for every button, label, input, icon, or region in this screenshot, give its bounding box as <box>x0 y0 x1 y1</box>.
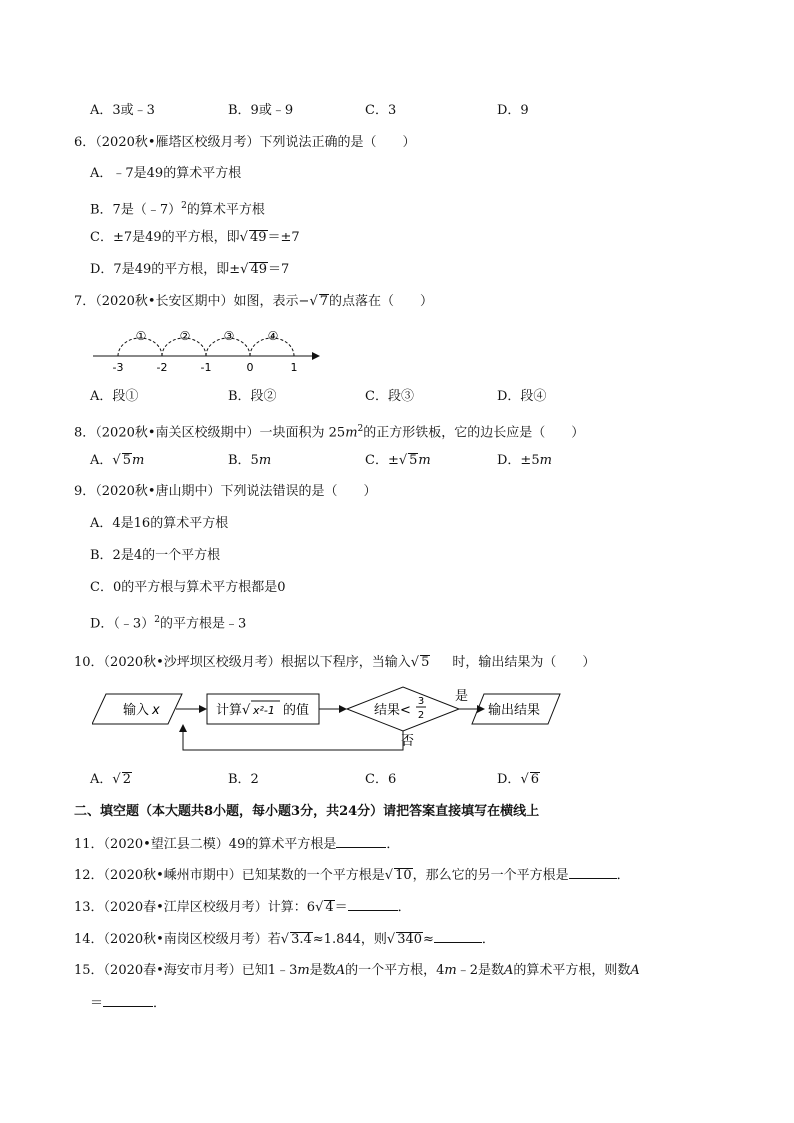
sqrt-sign-icon: √ <box>398 453 408 468</box>
q7-radicand: 7 <box>319 294 329 309</box>
q8-option-a <box>90 452 144 470</box>
tick-label-0: 0 <box>246 361 254 374</box>
sqrt-sign-icon: √ <box>384 868 394 883</box>
q10-d-radicand: 6 <box>530 772 540 787</box>
sqrt-sign-icon: √ <box>410 655 420 670</box>
q8-stem <box>74 420 584 442</box>
q8-option-c <box>365 452 431 470</box>
flow-yes-label: 是 <box>455 689 469 704</box>
sqrt-sign-icon: √ <box>520 772 529 787</box>
q7-option-c: C．段③ <box>365 389 414 404</box>
q7-stem-text-end: 的点落在（ ） <box>329 294 434 309</box>
q12-text-end: ． <box>616 868 630 883</box>
tick-label-neg1: -1 <box>200 361 212 374</box>
q5-option-b: B．9或﹣9 <box>228 103 294 118</box>
q8-d-label: D．±5 <box>497 453 540 468</box>
q8-exponent: 2 <box>357 424 364 434</box>
q6-option-a: A．﹣7是49的算术平方根 <box>90 166 242 181</box>
q10-a-label: A． <box>90 772 113 787</box>
q15-var-a: A <box>503 963 514 978</box>
q9-d-text-end: 的平方根是﹣3 <box>159 616 247 632</box>
q15-line-2 <box>90 994 166 1013</box>
q15-text: 15．（2020春•海安市月考）已知1﹣3 <box>74 963 298 978</box>
q6-stem: 6．（2020秋•雁塔区校级月考）下列说法正确的是（ ） <box>74 135 416 150</box>
q6-d-radicand: 49 <box>250 262 267 277</box>
q7-minus: − <box>298 294 310 309</box>
q7-stem <box>74 293 433 311</box>
q8-c-unit: m <box>418 453 431 468</box>
q8-option-d <box>497 452 552 470</box>
q6-b-text-end: 的算术平方根 <box>186 202 265 218</box>
sqrt-sign-icon: √ <box>309 294 318 309</box>
q13-text-end: ． <box>397 900 411 915</box>
q8-c-radicand: 5 <box>409 453 418 468</box>
q7-number-line <box>88 322 328 374</box>
q13 <box>74 898 411 917</box>
q8-stem-text: 8．（2020秋•南关区校级期中）一块面积为 25 <box>74 425 346 441</box>
q7-stem-text: 7．（2020秋•长安区期中）如图，表示 <box>74 294 299 309</box>
q10-radicand: 5 <box>421 655 430 670</box>
q15-answer-blank[interactable] <box>103 994 153 1007</box>
q8-option-b <box>228 452 271 470</box>
q8-b-label: B．5 <box>228 453 259 468</box>
flow-no-label: 否 <box>401 734 415 749</box>
q6-b-text: B．7是（﹣7） <box>90 202 182 218</box>
q11-answer-blank[interactable] <box>336 835 386 848</box>
flow-output-label: 输出结果 <box>488 703 541 718</box>
q12 <box>74 866 630 885</box>
q14 <box>74 930 495 949</box>
q6-option-d <box>90 261 289 279</box>
q9-option-a: A．4是16的算术平方根 <box>90 516 229 531</box>
q15-equals: ＝ <box>90 996 104 1011</box>
q11 <box>74 835 399 854</box>
q10-a-radicand: 2 <box>122 772 131 787</box>
q14-text-mid-2: ≈ <box>423 932 434 947</box>
q15-var-m: m <box>297 963 310 978</box>
q15-var-a: A <box>335 963 346 978</box>
q15-text-4: ﹣2是数 <box>456 963 504 978</box>
q11-text: 11．（2020•望江县二模）49的算术平方根是 <box>74 837 337 852</box>
q10-option-b: B．2 <box>228 772 259 787</box>
q9-option-b: B．2是4的一个平方根 <box>90 548 221 563</box>
flow-cond-denominator: 2 <box>417 710 425 721</box>
q6-b-exponent: 2 <box>181 201 187 211</box>
arrow-right-icon <box>312 352 320 360</box>
flow-calc-label-end: 的值 <box>283 703 310 718</box>
q8-stem-text-end: 的正方形铁板，它的边长应是（ ） <box>363 425 585 441</box>
q15-text-5: 的算术平方根，则数 <box>513 963 631 978</box>
tick-label-neg3: -3 <box>112 361 124 374</box>
q10-stem <box>74 654 595 672</box>
q7-option-b: B．段② <box>228 389 277 404</box>
q11-text-end: ． <box>386 837 400 852</box>
q15-line-1 <box>74 962 640 980</box>
q9-d-text: D．（﹣3） <box>90 616 155 632</box>
q14-text: 14．（2020秋•南岗区校级月考）若 <box>74 932 281 947</box>
q15-var-a: A <box>630 963 640 978</box>
q8-a-radicand: 5 <box>122 453 131 468</box>
q7-option-d: D．段④ <box>497 389 547 404</box>
q14-radicand-2: 340 <box>397 932 423 947</box>
q8-a-label: A． <box>90 453 113 468</box>
q8-var-m: m <box>345 425 358 441</box>
section-2-heading: 二、填空题（本大题共8小题，每小题3分，共24分）请把答案直接填写在横线上 <box>74 804 540 819</box>
sqrt-sign-icon: √ <box>315 900 324 915</box>
q10-option-a <box>90 771 132 789</box>
q13-answer-blank[interactable] <box>348 898 398 911</box>
q12-radicand: 10 <box>395 868 412 883</box>
flow-input-var: x <box>152 703 160 718</box>
tick-label-1: 1 <box>290 361 298 374</box>
q5-option-c: C．3 <box>365 103 397 118</box>
sqrt-sign-icon: √ <box>240 262 249 277</box>
sqrt-sign-icon: √ <box>239 230 248 245</box>
flow-input-label: 输入 <box>123 703 150 718</box>
segment-label-1: ① <box>135 329 147 343</box>
q13-text-mid: ＝ <box>334 900 348 915</box>
tick-label-neg2: -2 <box>156 361 168 374</box>
q14-text-mid-1: ≈1.844，则 <box>312 932 387 947</box>
segment-label-4: ④ <box>267 329 279 343</box>
q8-b-unit: m <box>258 453 272 468</box>
q15-text-2: 是数 <box>309 963 336 978</box>
q7-option-a: A．段① <box>90 389 139 404</box>
q9-stem: 9．（2020秋•唐山期中）下列说法错误的是（ ） <box>74 484 377 499</box>
q13-text: 13．（2020春•江岸区校级月考）计算：6 <box>74 900 316 915</box>
q8-d-unit: m <box>539 453 552 468</box>
q6-d-text: D．7是49的平方根，即± <box>90 262 241 277</box>
q15-text-3: 的一个平方根，4 <box>345 963 445 978</box>
sqrt-sign-icon: √ <box>242 703 251 718</box>
q15-var-m: m <box>444 963 457 978</box>
flow-calc-label: 计算 <box>216 703 243 718</box>
q8-a-unit: m <box>131 453 145 468</box>
q6-c-text-end: ＝±7 <box>267 230 300 245</box>
q12-text-mid: ，那么它的另一个平方根是 <box>412 868 569 883</box>
flow-calc-radicand: x²-1 <box>253 704 275 717</box>
q6-c-radicand: 49 <box>249 230 267 245</box>
q5-option-a: A．3或﹣3 <box>90 103 155 118</box>
q6-d-text-end: ＝7 <box>267 262 290 277</box>
q10-option-c: C．6 <box>365 772 397 787</box>
sqrt-sign-icon: √ <box>112 772 121 787</box>
q10-stem-text: 10．（2020秋•沙坪坝区校级月考）根据以下程序，当输入 <box>74 655 411 670</box>
q6-c-text: C．±7是49的平方根，即 <box>90 230 240 245</box>
segment-label-3: ③ <box>223 329 235 343</box>
flow-cond-numerator: 3 <box>417 696 425 707</box>
q9-option-c: C．0的平方根与算术平方根都是0 <box>90 580 286 595</box>
q12-answer-blank[interactable] <box>569 866 617 879</box>
q10-stem-text-end: 时，输出结果为（ ） <box>452 655 596 670</box>
flow-arrow-no-loop <box>183 725 403 750</box>
segment-label-2: ② <box>179 329 191 343</box>
q6-option-b <box>90 197 265 219</box>
sqrt-sign-icon: √ <box>280 932 290 947</box>
q9-d-exponent: 2 <box>154 615 160 625</box>
q15-text-end: ． <box>153 996 167 1011</box>
q14-text-end: ． <box>481 932 495 947</box>
q10-flowchart <box>92 682 562 754</box>
q5-option-d: D．9 <box>497 103 529 118</box>
q14-radicand-1: 3.4 <box>291 932 312 947</box>
q10-d-label: D． <box>497 772 521 787</box>
sqrt-sign-icon: √ <box>386 932 396 947</box>
q6-option-c <box>90 229 300 247</box>
q10-option-d <box>497 771 540 789</box>
sqrt-sign-icon: √ <box>112 453 121 468</box>
flow-condition-label: 结果< <box>374 703 411 718</box>
q14-answer-blank[interactable] <box>434 930 482 943</box>
q12-text: 12．（2020秋•嵊州市期中）已知某数的一个平方根是 <box>74 868 385 883</box>
q13-radicand: 4 <box>325 900 334 915</box>
q8-c-label: C．± <box>365 453 399 468</box>
q9-option-d <box>90 611 246 633</box>
